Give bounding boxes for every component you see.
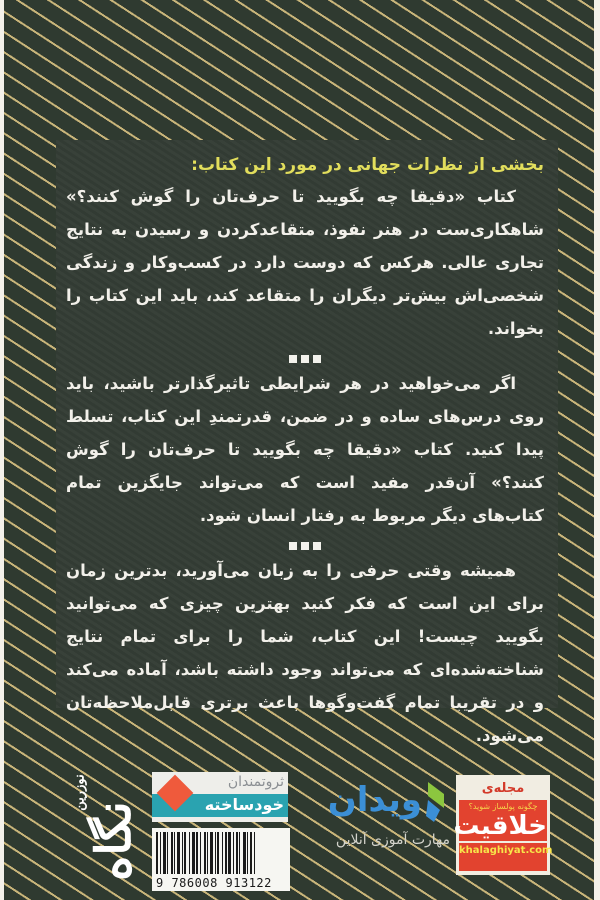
separator-dots: [66, 542, 544, 550]
publisher-logo-sub: نوزرین: [72, 774, 88, 811]
review-paragraph-3: همیشه وقتی حرفی را به زبان می‌آورید، بدترین زمان برای این است که فکر کنید بهترین چیزی که می‌توانید بگویید چیست! این کتاب، شما را برای تمام نتایج شناخته‌شده‌ای که می‌تواند وجود داشته باشد، آماده می‌کند و در تقریبا تمام گفت‌وگوها باعث برتری قابل‌ملاحظه‌تان می‌شود.: [66, 561, 544, 745]
vidan-mark-icon: [426, 782, 446, 822]
isbn-number: 9 786008 913122: [156, 876, 272, 890]
magazine-question: چگونه پولساز شوید؟: [468, 802, 538, 811]
review-paragraph-2: اگر می‌خواهید در هر شرایطی تاثیرگذارتر باشید، باید روی درس‌های ساده و در ضمن، قدرتمندِ این کتاب، تسلط پیدا کنید. کتاب «دقیقا چه بگویید تا حرف‌تان را گوش کنند؟» آن‌قدر مفید است که می‌تواند جایگزین تمام کتاب‌های دیگر مربوط به رفتار انسان شود.: [66, 374, 544, 525]
barcode-bars-icon: [156, 832, 286, 874]
publisher-logo: [62, 774, 147, 888]
publisher-logo-main: نگاه: [86, 801, 142, 881]
reviews-text-box: [56, 140, 558, 745]
book-back-cover: [4, 0, 594, 900]
reviews-heading: بخشی از نظرات جهانی در مورد این کتاب:: [191, 155, 544, 175]
review-paragraph-1: کتاب «دقیقا چه بگویید تا حرف‌تان را گوش کنند؟» شاهکاری‌ست در هنر نفوذ، متقاعدکردن و رسیدن به نتایج تجاری عالی. هرکس که دوست دارد در کسب‌وکار و زندگی شخصی‌اش بیش‌تر دیگران را متقاعد کند، باید این کتاب را بخواند.: [66, 187, 544, 338]
vidan-logo: [304, 780, 454, 850]
magazine-label: مجله‌ی: [481, 781, 525, 796]
series-line1: ثروتمندان: [227, 774, 284, 790]
logos-strip: [4, 755, 594, 900]
magazine-logo: [453, 775, 553, 875]
vidan-name: ویدان: [327, 780, 422, 820]
isbn-barcode: [152, 828, 290, 891]
separator-dots: [66, 355, 544, 363]
magazine-title: خلاقیت: [453, 811, 547, 841]
series-line2: خودساخته: [204, 795, 284, 814]
series-logo: [152, 772, 288, 822]
magazine-url: khalaghiyat.com: [459, 841, 547, 859]
vidan-tagline: مهارت آموزی آنلاین: [335, 832, 450, 848]
